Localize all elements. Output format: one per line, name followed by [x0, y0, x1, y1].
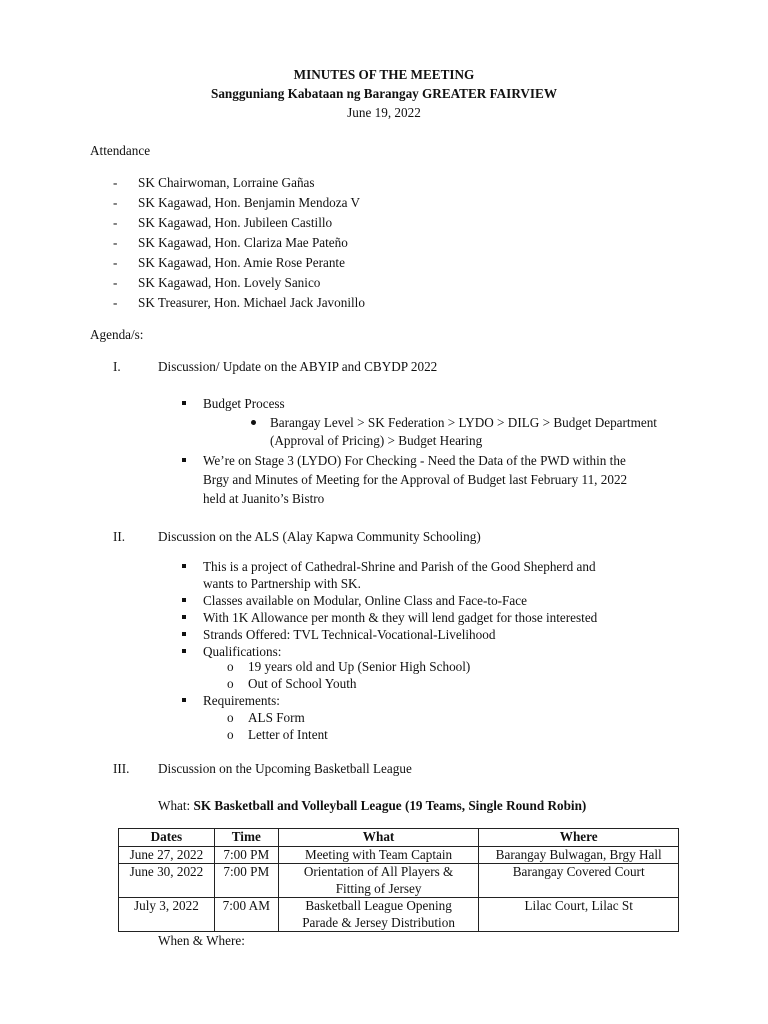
- bullet-text: Requirements:: [203, 693, 280, 708]
- bullet-text: We’re on Stage 3 (LYDO) For Checking - Need the Data of the PWD within the: [203, 453, 626, 468]
- bullet-text: Classes available on Modular, Online Class and Face-to-Face: [203, 593, 527, 608]
- cell-what-line: Basketball League Opening: [305, 898, 452, 913]
- attendee-item: SK Kagawad, Hon. Jubileen Castillo: [138, 215, 333, 230]
- section-title: Discussion/ Update on the ABYIP and CBYDP 2022: [158, 359, 438, 374]
- circle-bullet-icon: o: [227, 710, 234, 725]
- table-row: [119, 898, 679, 932]
- cell-time: 7:00 AM: [214, 898, 278, 932]
- column-header-what: What: [278, 829, 479, 847]
- section-numeral: II.: [113, 529, 126, 544]
- when-where-label: When & Where:: [158, 933, 245, 948]
- cell-what-line: Fitting of Jersey: [335, 880, 422, 896]
- sub-bullet-text: Barangay Level > SK Federation > LYDO > DILG > Budget Department: [270, 415, 657, 430]
- meeting-date: June 19, 2022: [347, 105, 421, 120]
- square-bullet-icon: [182, 458, 186, 462]
- cell-date: June 27, 2022: [119, 846, 215, 864]
- circle-bullet-icon: o: [227, 676, 234, 691]
- cell-what: [278, 864, 479, 898]
- cell-date: July 3, 2022: [119, 898, 215, 932]
- table-header-row: [119, 829, 679, 847]
- cell-time: 7:00 PM: [214, 846, 278, 864]
- circle-bullet-icon: o: [227, 659, 234, 674]
- column-header-where: Where: [479, 829, 679, 847]
- dash-marker: -: [113, 295, 118, 310]
- circle-bullet-icon: o: [227, 727, 234, 742]
- table-row: [119, 864, 679, 898]
- schedule-table: [118, 828, 679, 932]
- sub-bullet-text: 19 years old and Up (Senior High School): [248, 659, 471, 674]
- dash-marker: -: [113, 235, 118, 250]
- sub-bullet-text: Out of School Youth: [248, 676, 357, 691]
- cell-time: 7:00 PM: [214, 864, 278, 898]
- square-bullet-icon: [182, 564, 186, 568]
- cell-what-line: Orientation of All Players &: [303, 864, 454, 879]
- dash-marker: -: [113, 215, 118, 230]
- section-title: Discussion on the ALS (Alay Kapwa Community Schooling): [158, 529, 481, 544]
- dash-marker: -: [113, 255, 118, 270]
- bullet-text: This is a project of Cathedral-Shrine and Parish of the Good Shepherd and: [203, 559, 596, 574]
- bullet-text: With 1K Allowance per month & they will lend gadget for those interested: [203, 610, 598, 625]
- document-subtitle: Sangguniang Kabataan ng Barangay GREATER FAIRVIEW: [210, 86, 558, 101]
- cell-what-line: Parade & Jersey Distribution: [302, 914, 455, 930]
- attendee-item: SK Kagawad, Hon. Clariza Mae Pateño: [138, 235, 348, 250]
- section-numeral: III.: [113, 761, 130, 776]
- bullet-text: Qualifications:: [203, 644, 282, 659]
- sub-bullet-text: (Approval of Pricing) > Budget Hearing: [270, 433, 483, 448]
- cell-date: June 30, 2022: [119, 864, 215, 898]
- agenda-heading: Agenda/s:: [90, 327, 144, 342]
- what-label: What:: [158, 798, 191, 813]
- square-bullet-icon: [182, 401, 186, 405]
- sub-bullet-text: Letter of Intent: [248, 727, 328, 742]
- dot-bullet-icon: [251, 420, 256, 425]
- what-line: [158, 797, 586, 814]
- attendee-item: SK Kagawad, Hon. Lovely Sanico: [138, 275, 321, 290]
- cell-where: Barangay Bulwagan, Brgy Hall: [479, 846, 679, 864]
- document-title: MINUTES OF THE MEETING: [293, 67, 475, 82]
- section-title: Discussion on the Upcoming Basketball League: [158, 761, 412, 776]
- cell-what: [278, 898, 479, 932]
- square-bullet-icon: [182, 649, 186, 653]
- bullet-text: Brgy and Minutes of Meeting for the Approval of Budget last February 11, 2022: [203, 472, 628, 487]
- column-header-time: Time: [214, 829, 278, 847]
- bullet-text: Budget Process: [203, 396, 285, 411]
- cell-what: Meeting with Team Captain: [278, 846, 479, 864]
- section-numeral: I.: [113, 359, 121, 374]
- dash-marker: -: [113, 195, 118, 210]
- bullet-text: wants to Partnership with SK.: [203, 576, 361, 591]
- bullet-text: held at Juanito’s Bistro: [203, 491, 325, 506]
- square-bullet-icon: [182, 698, 186, 702]
- square-bullet-icon: [182, 615, 186, 619]
- sub-bullet-text: ALS Form: [248, 710, 305, 725]
- column-header-dates: Dates: [119, 829, 215, 847]
- dash-marker: -: [113, 175, 118, 190]
- attendance-heading: Attendance: [90, 143, 151, 158]
- cell-where: Lilac Court, Lilac St: [479, 898, 679, 932]
- bullet-text: Strands Offered: TVL Technical-Vocational-Livelihood: [203, 627, 496, 642]
- attendee-item: SK Chairwoman, Lorraine Gañas: [138, 175, 315, 190]
- square-bullet-icon: [182, 632, 186, 636]
- square-bullet-icon: [182, 598, 186, 602]
- attendee-item: SK Kagawad, Hon. Benjamin Mendoza V: [138, 195, 361, 210]
- attendee-item: SK Kagawad, Hon. Amie Rose Perante: [138, 255, 345, 270]
- cell-where: Barangay Covered Court: [479, 864, 679, 898]
- table-row: [119, 846, 679, 864]
- what-value: SK Basketball and Volleyball League (19 Teams, Single Round Robin): [193, 798, 587, 813]
- attendee-item: SK Treasurer, Hon. Michael Jack Javonillo: [138, 295, 365, 310]
- dash-marker: -: [113, 275, 118, 290]
